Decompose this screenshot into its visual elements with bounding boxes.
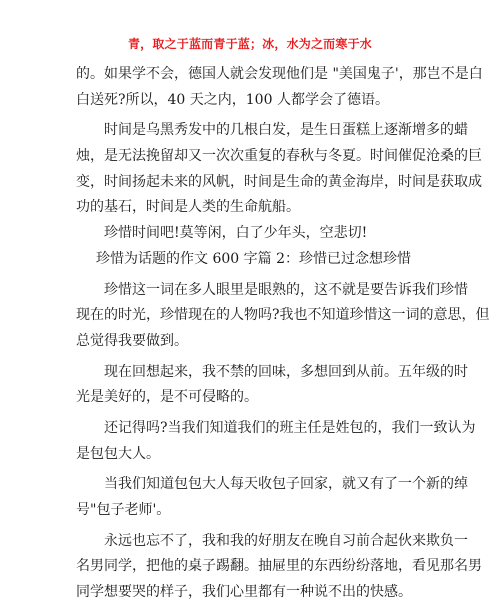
article-body bbox=[76, 62, 490, 601]
paragraph-start: 永远也忘不了，我和我的好朋友在晚自习前合起伙来欺负一 bbox=[104, 532, 468, 549]
text-line: 烛，是无法挽留却又一次次重复的春秋与冬夏。时间催促沧桑的巨 bbox=[76, 148, 482, 165]
paragraph-start: 当我们知道包包大人每天收包子回家，就又有了一个新的绰 bbox=[104, 476, 468, 493]
paragraph-start: 珍惜这一词在多人眼里是眼熟的，这不就是要告诉我们珍惜 bbox=[104, 281, 468, 298]
text-line: 功的基石，时间是人类的生命航船。 bbox=[76, 199, 300, 216]
page-header-slogan: 青，取之于蓝而青于蓝；冰，水为之而寒于水 bbox=[127, 37, 372, 51]
text-line: 现在的时光，珍惜现在的人物吗?我也不知道珍惜这一词的意思，但 bbox=[76, 307, 490, 324]
paragraph-start: 珍惜时间吧!莫等闲，白了少年头，空悲切! bbox=[104, 225, 368, 242]
paragraph-start: 现在回想起来，我不禁的回味，多想回到从前。五年级的时 bbox=[104, 363, 468, 380]
paragraph-start: 时间是乌黑秀发中的几根白发，是生日蛋糕上逐渐增多的蜡 bbox=[104, 122, 468, 139]
text-line: 白送死?所以，40 天之内，100 人都学会了德语。 bbox=[76, 91, 389, 108]
text-line: 光是美好的，是不可侵略的。 bbox=[76, 389, 258, 406]
text-line: 是包包大人。 bbox=[76, 445, 160, 462]
text-line: 的。如果学不会，德国人就会发现他们是 "美国鬼子'，那岂不是白 bbox=[76, 66, 483, 82]
text-line: 号"包子老师'。 bbox=[76, 502, 171, 518]
text-line: 名男同学，把他的桌子踢翻。抽屉里的东西纷纷落地，看见那名男 bbox=[76, 558, 482, 575]
text-line: 总觉得我要做到。 bbox=[76, 332, 188, 349]
paragraph-start: 还记得吗?当我们知道我们的班主任是姓包的，我们一致认为 bbox=[104, 419, 476, 436]
article-subheading: 珍惜为话题的作文 600 字篇 2：珍惜已过念想珍惜 bbox=[96, 250, 411, 267]
text-line: 变，时间扬起未来的风帆，时间是生命的黄金海岸，时间是获取成 bbox=[76, 173, 482, 190]
text-line-cut-off: 同学想要哭的样子，我们心里都有一种说不出的快感。 bbox=[76, 584, 412, 601]
